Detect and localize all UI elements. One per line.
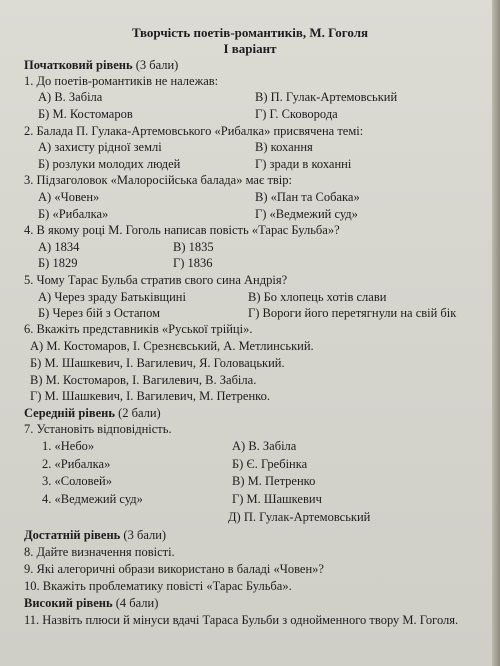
question-5: 5. Чому Тарас Бульба стратив свого сина Андрія? xyxy=(24,273,288,287)
question-6: 6. Вкажіть представників «Руської трійці». xyxy=(24,322,253,336)
q1-option-v: В) П. Гулак-Артемовський xyxy=(255,90,398,104)
q4-option-g: Г) 1836 xyxy=(173,256,213,270)
level-middle xyxy=(24,406,161,421)
q7-right-item: А) В. Забіла xyxy=(232,439,297,453)
q5-option-b: Б) Через бій з Остапом xyxy=(38,306,161,320)
level-sufficient xyxy=(24,528,166,543)
level-points: (3 бали) xyxy=(123,528,167,542)
q6-option-b: Б) М. Шашкевич, І. Вагилевич, Я. Головацький. xyxy=(30,356,285,370)
level-points: (2 бали) xyxy=(118,406,161,420)
q4-option-b: Б) 1829 xyxy=(38,256,78,270)
question-8: 8. Дайте визначення повісті. xyxy=(24,545,175,559)
question-3: 3. Підзаголовок «Малоросійська балада» має твір: xyxy=(24,173,292,187)
q5-option-v: В) Бо хлопець хотів слави xyxy=(248,290,387,304)
q5-option-g: Г) Вороги його перетягнули на свій бік xyxy=(248,306,457,320)
q2-option-b: Б) розлуки молодих людей xyxy=(38,157,181,171)
q6-option-v: В) М. Костомаров, І. Вагилевич, В. Забіла. xyxy=(30,373,257,387)
question-1: 1. До поетів-романтиків не належав: xyxy=(24,74,219,88)
q3-option-v: В) «Пан та Собака» xyxy=(255,190,360,204)
q2-option-v: В) кохання xyxy=(255,140,313,154)
level-points: (4 бали) xyxy=(115,596,159,610)
q1-option-b: Б) М. Костомаров xyxy=(38,107,133,121)
question-10: 10. Вкажіть проблематику повісті «Тарас Бульба». xyxy=(24,579,292,593)
q1-option-g: Г) Г. Сковорода xyxy=(255,107,338,121)
level-high xyxy=(24,596,158,611)
q7-right-item: Г) М. Шашкевич xyxy=(232,492,322,506)
level-name: Високий рівень xyxy=(24,596,113,610)
level-initial xyxy=(24,58,178,73)
q4-option-v: В) 1835 xyxy=(173,240,214,254)
q7-right-item: В) М. Петренко xyxy=(232,474,316,488)
q7-left-item: 4. «Ведмежий суд» xyxy=(42,492,143,506)
q2-option-g: Г) зради в коханні xyxy=(255,157,352,171)
level-points: (3 бали) xyxy=(135,58,179,72)
q3-option-b: Б) «Рибалка» xyxy=(38,207,109,221)
level-name: Середній рівень xyxy=(24,406,115,420)
q6-option-g: Г) М. Шашкевич, І. Вагилевич, М. Петренко. xyxy=(30,389,270,403)
q7-left-item: 1. «Небо» xyxy=(42,439,95,453)
q3-option-a: А) «Човен» xyxy=(38,190,100,204)
question-7: 7. Установіть відповідність. xyxy=(24,422,172,436)
q2-option-a: А) захисту рідної землі xyxy=(38,140,162,154)
q1-option-a: А) В. Забіла xyxy=(38,90,103,104)
question-9: 9. Які алегоричні образи використано в баладі «Човен»? xyxy=(24,562,324,576)
q4-option-a: А) 1834 xyxy=(38,240,80,254)
variant-label: І варіант xyxy=(223,41,277,56)
paper-edge-shadow xyxy=(492,0,500,666)
q7-left-item: 3. «Соловей» xyxy=(42,474,112,488)
q6-option-a: А) М. Костомаров, І. Срезнєвський, А. Метлинський. xyxy=(30,339,314,353)
level-name: Початковий рівень xyxy=(24,58,133,72)
q7-right-item: Б) Є. Гребінка xyxy=(232,457,308,471)
test-title: Творчість поетів-романтиків, М. Гоголя xyxy=(131,25,369,40)
q7-left-item: 2. «Рибалка» xyxy=(42,457,111,471)
question-11: 11. Назвіть плюси й мінуси вдачі Тараса Бульби з однойменного твору М. Гоголя. xyxy=(24,613,459,627)
q3-option-g: Г) «Ведмежий суд» xyxy=(255,207,358,221)
question-4: 4. В якому році М. Гоголь написав повість «Тарас Бульба»? xyxy=(24,223,340,237)
q5-option-a: А) Через зраду Батьківщині xyxy=(38,290,186,304)
level-name: Достатній рівень xyxy=(24,528,121,542)
question-2: 2. Балада П. Гулака-Артемовського «Рибалка» присвячена темі: xyxy=(24,124,364,138)
q7-right-item: Д) П. Гулак-Артемовський xyxy=(228,510,371,524)
